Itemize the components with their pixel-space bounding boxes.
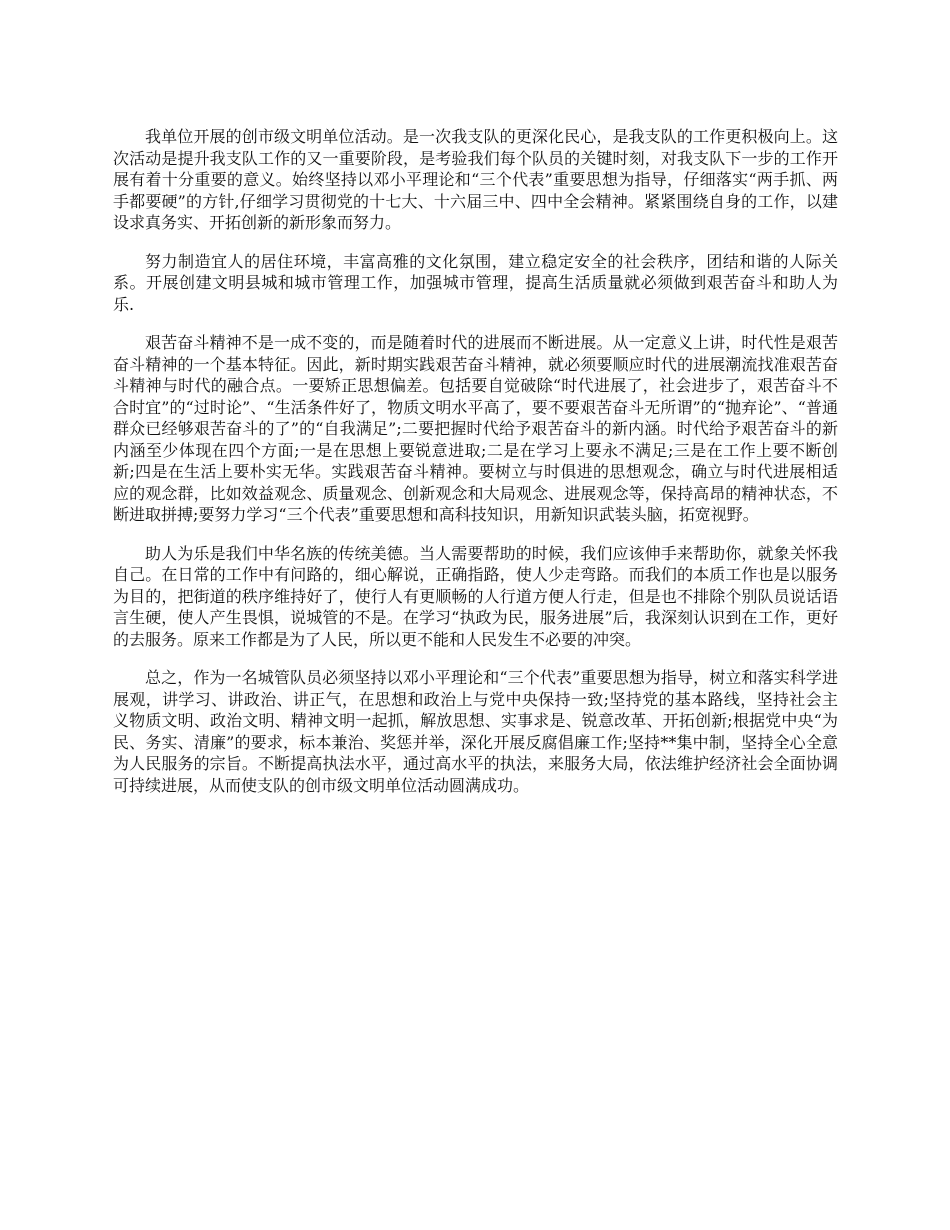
paragraph-5: 总之，作为一名城管队员必须坚持以邓小平理论和“三个代表”重要思想为指导，树立和落实科学进展观，讲学习、讲政治、讲正气，在思想和政治上与党中央保持一致;坚持党的基本路线，坚持社会主义物质文明、政治文明、精神文明一起抓，解放思想、实事求是、锐意改革、开拓创新;根据党中央“为民、务实、清廉”的要求，标本兼治、奖惩并举，深化开展反腐倡廉工作;坚持**集中制，坚持全心全意为人民服务的宗旨。不断提高执法水平，通过高水平的执法，来服务大局，依法维护经济社会全面协调可持续进展，从而使支队的创市级文明单位活动圆满成功。 xyxy=(113,668,838,795)
paragraph-3: 艰苦奋斗精神不是一成不变的，而是随着时代的进展而不断进展。从一定意义上讲，时代性是艰苦奋斗精神的一个基本特征。因此，新时期实践艰苦奋斗精神，就必须要顺应时代的进展潮流找准艰苦奋斗精神与时代的融合点。一要矫正思想偏差。包括要自觉破除“时代进展了，社会进步了，艰苦奋斗不合时宜”的“过时论”、“生活条件好了，物质文明水平高了，要不要艰苦奋斗无所谓”的“抛弃论”、“普通群众已经够艰苦奋斗的了”的“自我满足”;二要把握时代给予艰苦奋斗的新内涵。时代给予艰苦奋斗的新内涵至少体现在四个方面;一是在思想上要锐意进取;二是在学习上要永不满足;三是在工作上要不断创新;四是在生活上要朴实无华。实践艰苦奋斗精神。要树立与时俱进的思想观念，确立与时代进展相适应的观念群，比如效益观念、质量观念、创新观念和大局观念、进展观念等，保持高昂的精神状态，不断进取拼搏;要努力学习“三个代表”重要思想和高科技知识，用新知识武装头脑，拓宽视野。 xyxy=(113,333,838,524)
paragraph-4: 助人为乐是我们中华名族的传统美德。当人需要帮助的时候，我们应该伸手来帮助你，就象关怀我自己。在日常的工作中有问路的，细心解说，正确指路，使人少走弯路。而我们的本质工作也是以服务为目的，把街道的秩序维持好了，使行人有更顺畅的人行道方便人行走，但是也不排除个别队员说话语言生硬，使人产生畏惧，说城管的不是。在学习“执政为民，服务进展”后，我深刻认识到在工作，更好的去服务。原来工作都是为了人民，所以更不能和人民发生不必要的冲突。 xyxy=(113,543,838,649)
document-body xyxy=(113,126,838,813)
paragraph-1: 我单位开展的创市级文明单位活动。是一次我支队的更深化民心，是我支队的工作更积极向上。这次活动是提升我支队工作的又一重要阶段，是考验我们每个队员的关键时刻，对我支队下一步的工作开展有着十分重要的意义。始终坚持以邓小平理论和“三个代表”重要思想为指导，仔细落实“两手抓、两手都要硬”的方针,仔细学习贯彻党的十七大、十六届三中、四中全会精神。紧紧围绕自身的工作，以建设求真务实、开拓创新的新形象而努力。 xyxy=(113,127,838,232)
paragraph-2: 努力制造宜人的居住环境，丰富高雅的文化氛围，建立稳定安全的社会秩序，团结和谐的人际关系。开展创建文明县城和城市管理工作，加强城市管理，提高生活质量就必须做到艰苦奋斗和助人为乐. xyxy=(113,251,838,314)
